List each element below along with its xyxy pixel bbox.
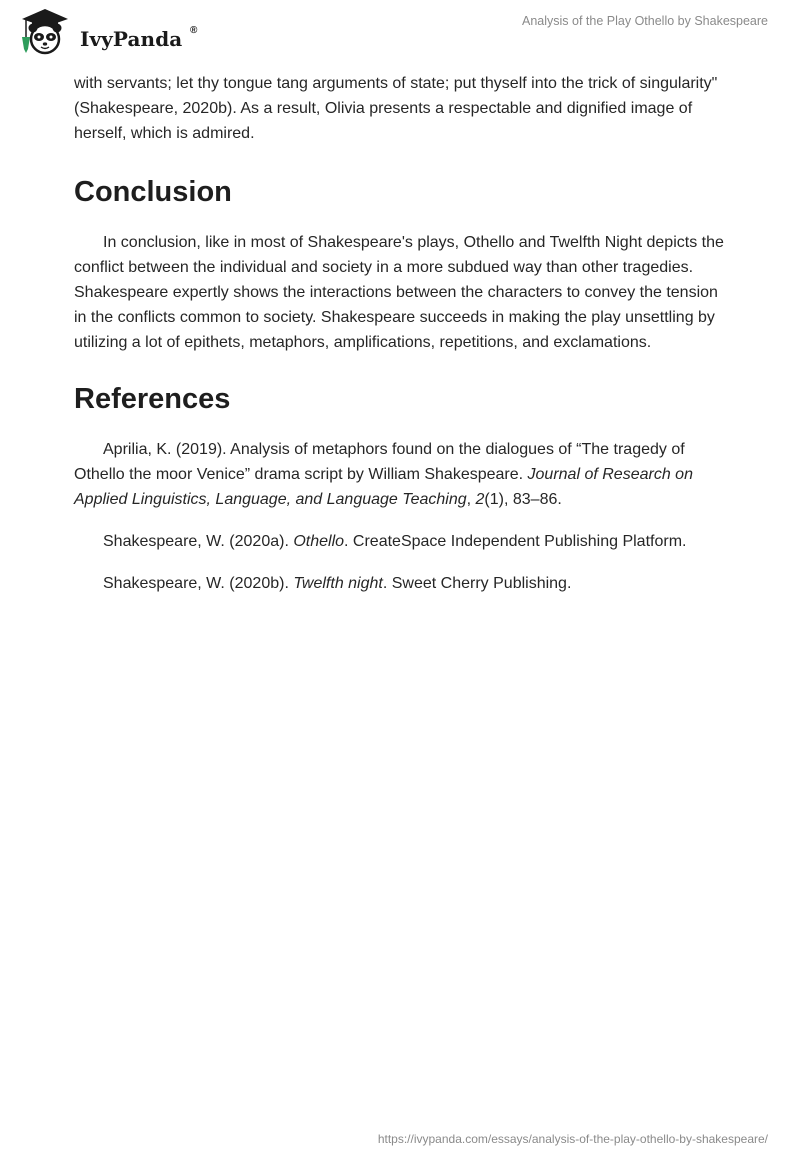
reference-text: Shakespeare, W. (2020b).: [103, 575, 294, 593]
ivypanda-logo[interactable]: [14, 7, 204, 57]
reference-entry: [74, 529, 730, 554]
reference-text: Aprilia, K. (2019). Analysis of metaphors found on the dialogues of “The tragedy of Othello the moor Venice” drama script by William Shakespeare.: [74, 440, 685, 483]
reference-book-title: Twelfth night: [293, 575, 383, 593]
reference-text: . Sweet Cherry Publishing.: [382, 575, 572, 593]
panda-graduate-icon: [14, 7, 78, 57]
source-url[interactable]: https://ivypanda.com/essays/analysis-of-the-play-othello-by-shakespeare/: [377, 1132, 768, 1146]
reference-text: (1), 83–86.: [484, 491, 562, 509]
conclusion-paragraph: In conclusion, like in most of Shakespeare's plays, Othello and Twelfth Night depicts the conflict between the individual and society in a more subdued way than other tragedies. Shakespeare expertly shows the interactions between the characters to convey the tension in the conflicts common to society. Shakespeare succeeds in making the play unsettling by utilizing a lot of epithets, metaphors, amplifications, repetitions, and exclamations.: [74, 233, 724, 352]
reference-journal-title: Journal of Research on Applied Linguistics, Language, and Language Teaching: [74, 465, 693, 509]
reference-volume: 2: [475, 491, 485, 509]
document-body: [74, 71, 730, 614]
reference-book-title: Othello: [293, 533, 345, 551]
running-title: Analysis of the Play Othello by Shakespeare: [522, 14, 768, 28]
reference-entry: [74, 437, 730, 513]
conclusion-heading: Conclusion: [74, 175, 232, 208]
continuation-paragraph: with servants; let thy tongue tang arguments of state; put thyself into the trick of singularity" (Shakespeare, 2020b). As a result, Olivia presents a respectable and dignified image of herself, which is admired.: [74, 75, 718, 143]
references-heading: References: [74, 382, 231, 415]
page-header: [0, 0, 800, 70]
registered-mark: ®: [190, 25, 198, 36]
reference-text: ,: [466, 491, 476, 509]
reference-entry: [74, 571, 730, 596]
reference-text: . CreateSpace Independent Publishing Platform.: [344, 533, 687, 551]
reference-text: Shakespeare, W. (2020a).: [103, 533, 294, 551]
brand-name: IvyPanda: [80, 27, 183, 51]
